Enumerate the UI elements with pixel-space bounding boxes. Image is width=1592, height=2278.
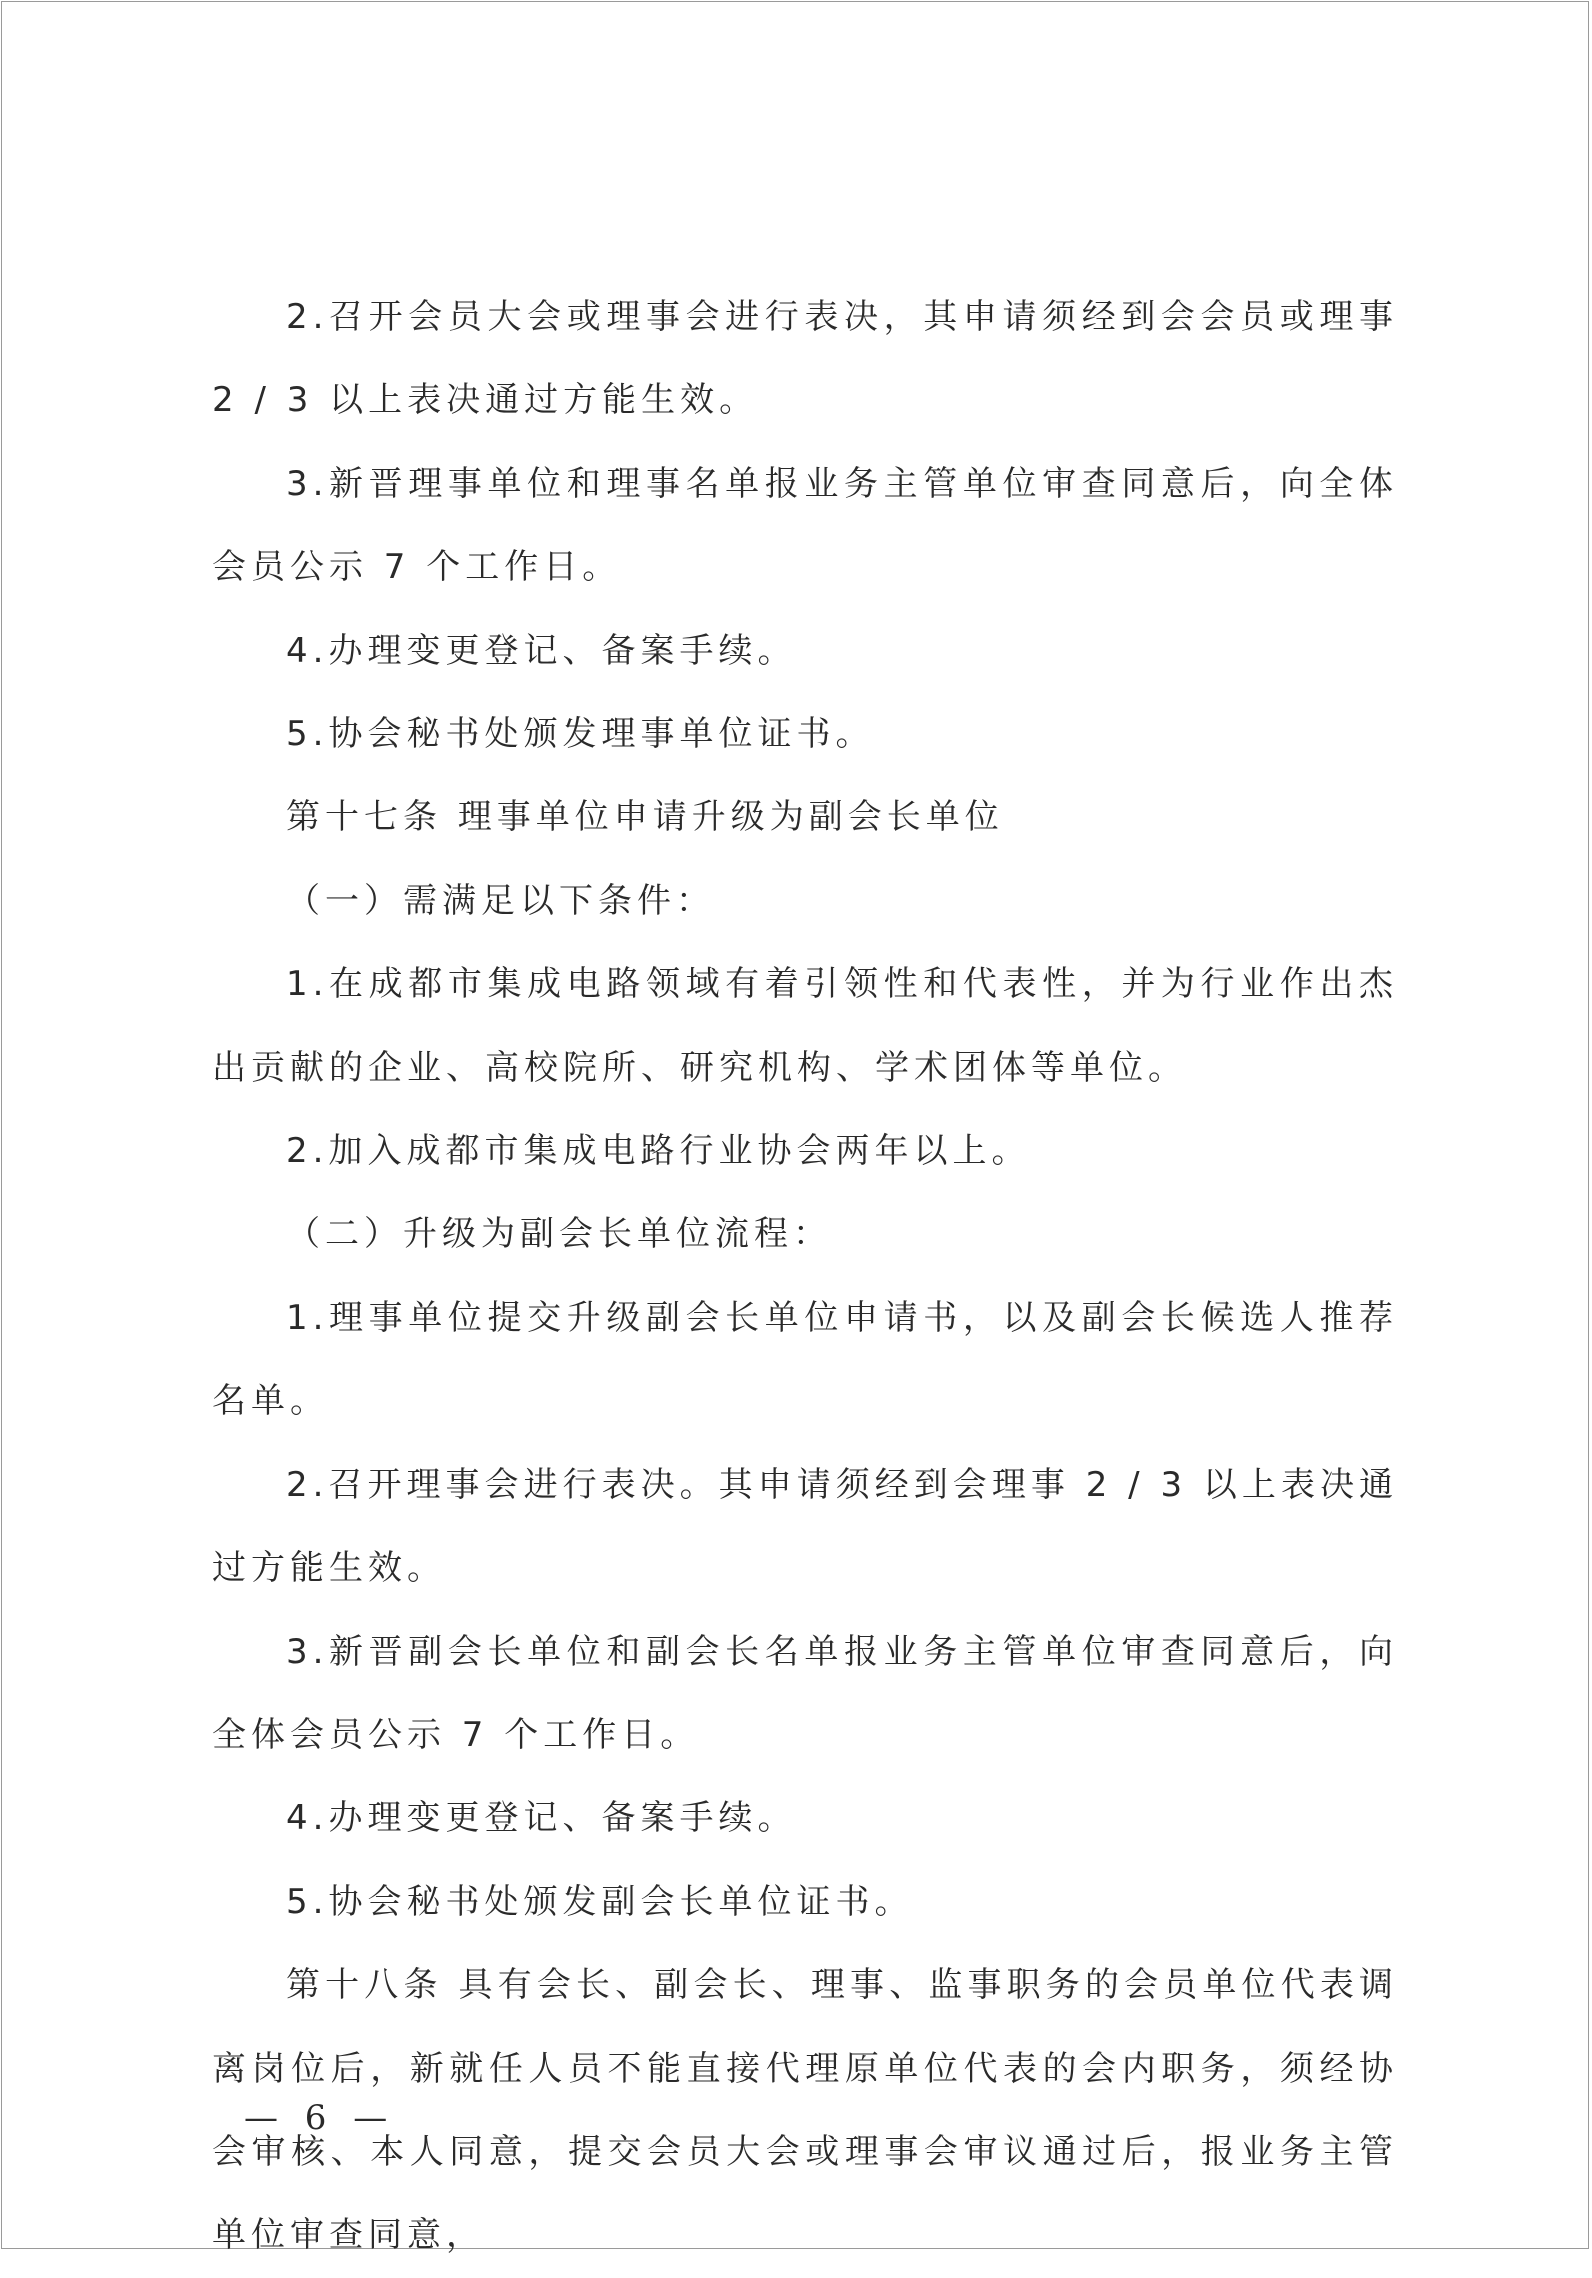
paragraph-p14: 5.协会秘书处颁发副会长单位证书。 xyxy=(286,1881,914,1922)
section-process-heading: （二）升级为副会长单位流程： xyxy=(286,1214,832,1255)
document-page xyxy=(1,1,1589,2256)
paragraph-p1: 2.召开会员大会或理事会进行表决，其申请须经到会会员或理事 2 / 3 以上表决通过方能生效。 xyxy=(212,297,1398,421)
paragraph-p7: 1.在成都市集成电路领域有着引领性和代表性，并为行业作出杰出贡献的企业、高校院所、研究机构、学术团体等单位。 xyxy=(212,964,1398,1088)
paragraph-p11: 2.召开理事会进行表决。其申请须经到会理事 2 / 3 以上表决通过方能生效。 xyxy=(212,1464,1398,1589)
page-number: — 6 — xyxy=(244,2098,396,2138)
document-body xyxy=(212,276,1398,2278)
paragraph-p2: 3.新晋理事单位和理事名单报业务主管单位审查同意后，向全体会员公示 7 个工作日。 xyxy=(212,463,1398,588)
article-17-heading: 第十七条 理事单位申请升级为副会长单位 xyxy=(286,797,1004,838)
paragraph-p8: 2.加入成都市集成电路行业协会两年以上。 xyxy=(286,1131,1031,1172)
paragraph-p12: 3.新晋副会长单位和副会长名单报业务主管单位审查同意后，向全体会员公示 7 个工作日。 xyxy=(212,1631,1398,1755)
paragraph-p4: 5.协会秘书处颁发理事单位证书。 xyxy=(286,714,875,755)
section-conditions-heading: （一）需满足以下条件： xyxy=(286,880,715,921)
paragraph-p3: 4.办理变更登记、备案手续。 xyxy=(286,630,797,671)
paragraph-p10: 1.理事单位提交升级副会长单位申请书，以及副会长候选人推荐名单。 xyxy=(212,1297,1398,1422)
article-18-paragraph: 第十八条 具有会长、副会长、理事、监事职务的会员单位代表调离岗位后，新就任人员不能直接代理原单位代表的会内职务，须经协会审核、本人同意，提交会员大会或理事会审议通过后，报业务主管单位审查同意， xyxy=(212,1965,1398,2256)
paragraph-p13: 4.办理变更登记、备案手续。 xyxy=(286,1798,797,1839)
